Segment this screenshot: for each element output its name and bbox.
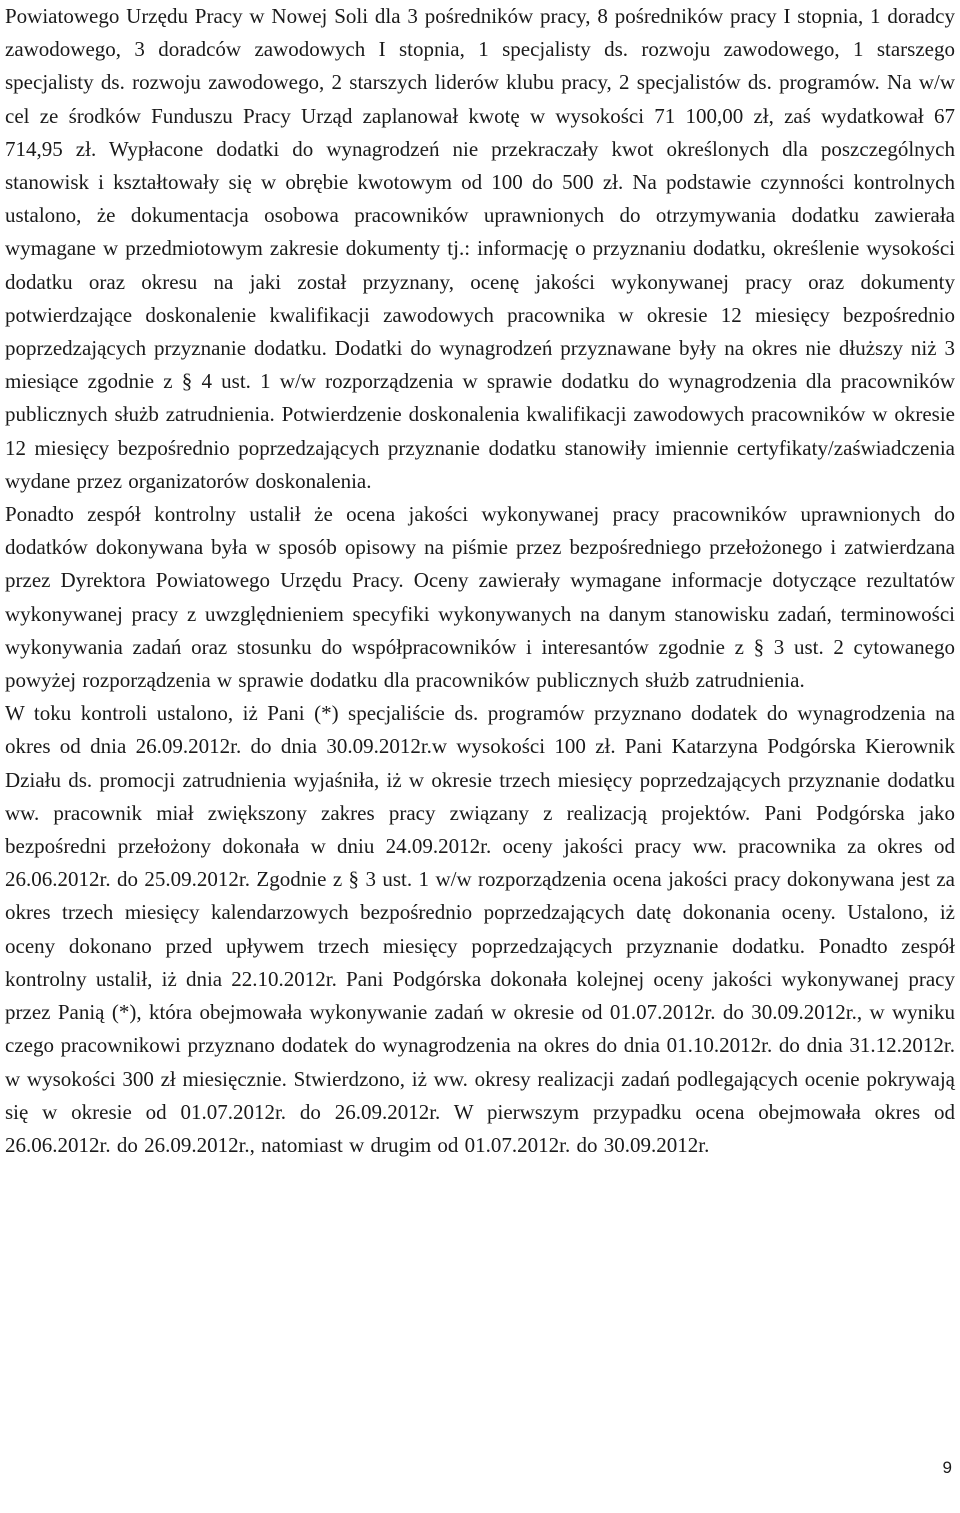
page-number: 9 <box>942 1458 952 1477</box>
paragraph-quality-assessment: Ponadto zespół kontrolny ustalił że ocena jakości wykonywanej pracy pracowników uprawnionych do dodatków dokonywana była w sposób opisowy na piśmie przez bezpośredniego przełożonego i zatwierdzana przez Dyrektora Powiatowego Urzędu Pracy. Oceny zawierały wymagane informacje dotyczące rezultatów wykonywanej pracy z uwzględnieniem specyfiki wykonywanych na danym stanowisku zadań, terminowości wykonywania zadań oraz stosunku do współpracowników i interesantów zgodnie z § 3 ust. 2 cytowanego powyżej rozporządzenia w sprawie dodatku dla pracowników publicznych służb zatrudnienia. <box>5 502 955 693</box>
paragraph-funding-and-bonuses: Powiatowego Urzędu Pracy w Nowej Soli dla 3 pośredników pracy, 8 pośredników pracy I stopnia, 1 doradcy zawodowego, 3 doradców zawodowych I stopnia, 1 specjalisty ds. rozwoju zawodowego, 1 starszego specjalisty ds. rozwoju zawodowego, 2 starszych liderów klubu pracy, 2 specjalistów ds. programów. Na w/w cel ze środków Funduszu Pracy Urząd zaplanował kwotę w wysokości 71 100,00 zł, zaś wydatkował 67 714,95 zł. Wypłacone dodatki do wynagrodzeń nie przekraczały kwot określonych dla poszczególnych stanowisk i kształtowały się w obrębie kwotowym od 100 do 500 zł. Na podstawie czynności kontrolnych ustalono, że dokumentacja osobowa pracowników uprawnionych do otrzymywania dodatku zawierała wymagane w przedmiotowym zakresie dokumenty tj.: informację o przyznaniu dodatku, określenie wysokości dodatku oraz okresu na jaki został przyznany, ocenę jakości wykonywanej pracy oraz dokumenty potwierdzające doskonalenie kwalifikacji zawodowych pracownika w okresie 12 miesięcy bezpośrednio poprzedzających przyznanie dodatku. Dodatki do wynagrodzeń przyznawane były na okres nie dłuższy niż 3 miesiące zgodnie z § 4 ust. 1 w/w rozporządzenia w sprawie dodatku do wynagrodzenia dla pracowników publicznych służb zatrudnienia. Potwierdzenie doskonalenia kwalifikacji zawodowych pracowników w okresie 12 miesięcy bezpośrednio poprzedzających przyznanie dodatku stanowiły imiennie certyfikaty/zaświadczenia wydane przez organizatorów doskonalenia. <box>5 4 955 493</box>
paragraph-control-findings: W toku kontroli ustalono, iż Pani (*) specjaliście ds. programów przyznano dodatek do wynagrodzenia na okres od dnia 26.09.2012r. do dnia 30.09.2012r.w wysokości 100 zł. Pani Katarzyna Podgórska Kierownik Działu ds. promocji zatrudnienia wyjaśniła, iż w okresie trzech miesięcy poprzedzających przyznanie dodatku ww. pracownik miał zwiększony zakres pracy związany z realizacją projektów. Pani Podgórska jako bezpośredni przełożony dokonała w dniu 24.09.2012r. oceny jakości pracy ww. pracownika za okres od 26.06.2012r. do 25.09.2012r. Zgodnie z § 3 ust. 1 w/w rozporządzenia ocena jakości pracy dokonywana jest za okres trzech miesięcy kalendarzowych bezpośrednio poprzedzających datę dokonania oceny. Ustalono, iż oceny dokonano przed upływem trzech miesięcy poprzedzających przyznanie dodatku. Ponadto zespół kontrolny ustalił, iż dnia 22.10.2012r. Pani Podgórska dokonała kolejnej oceny jakości wykonywanej pracy przez Panią (*), która obejmowała wykonywanie zadań w okresie od 01.07.2012r. do 30.09.2012r., w wyniku czego pracownikowi przyznano dodatek do wynagrodzenia na okres do dnia 01.10.2012r. do dnia 31.12.2012r. w wysokości 300 zł miesięcznie. Stwierdzono, iż ww. okresy realizacji zadań podlegających ocenie pokrywają się w okresie od 01.07.2012r. do 26.09.2012r. W pierwszym przypadku ocena obejmowała okres od 26.06.2012r. do 26.09.2012r., natomiast w drugim od 01.07.2012r. do 30.09.2012r. <box>5 701 955 1157</box>
document-body <box>5 0 955 1162</box>
